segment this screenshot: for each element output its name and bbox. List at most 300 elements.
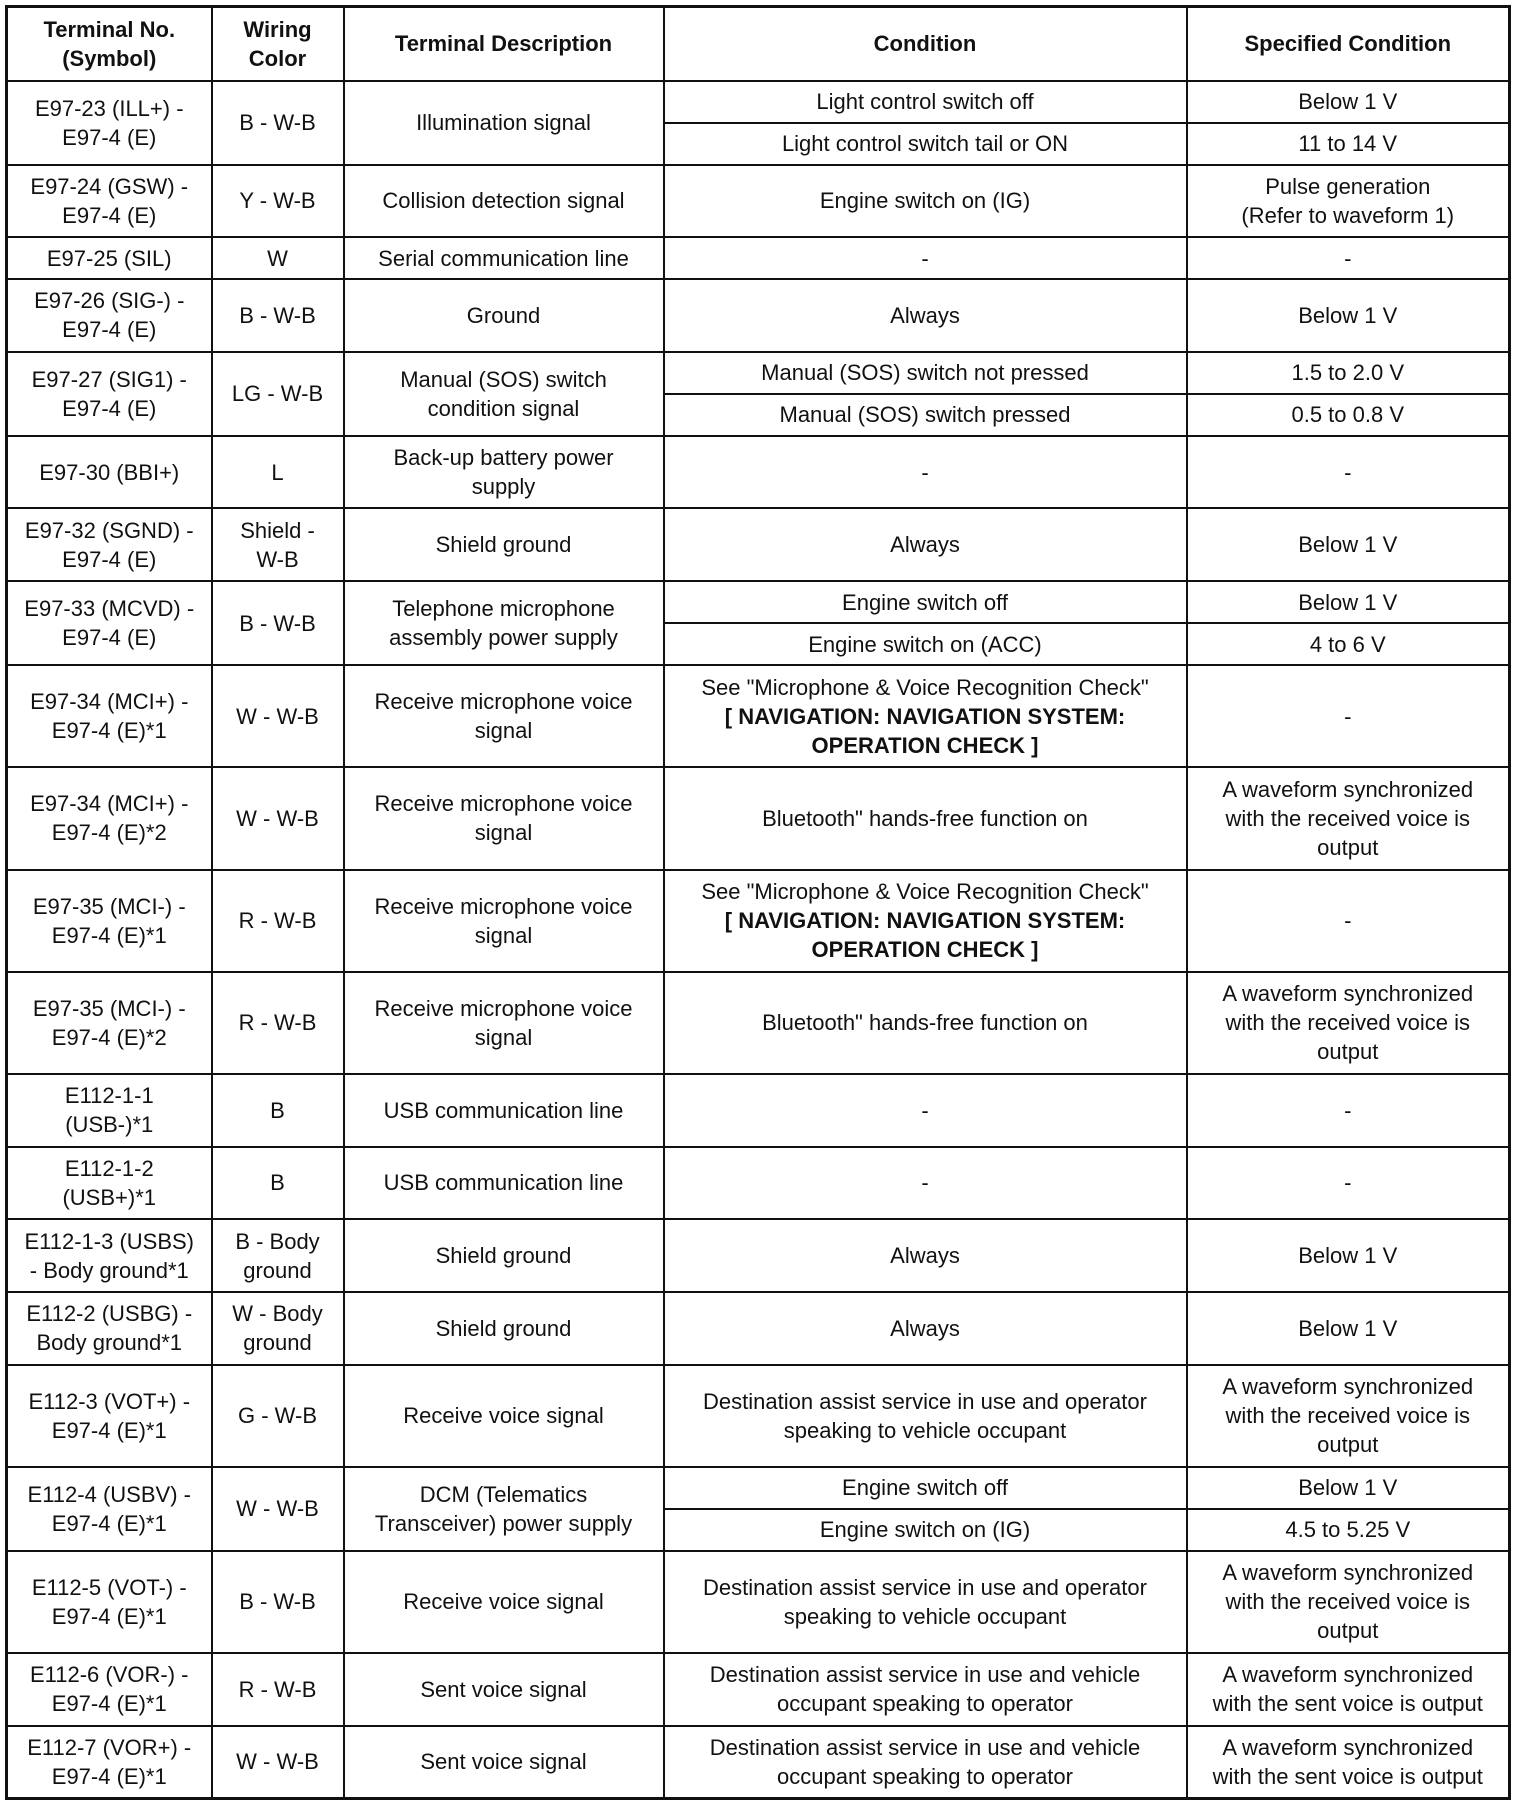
terminal-line: E112-3 (VOT+) - — [28, 1388, 191, 1414]
specified-line: Below 1 V — [1298, 302, 1398, 328]
terminal-line: E97-23 (ILL+) - — [34, 95, 184, 121]
wiring-line: W - W-B — [236, 703, 319, 729]
table-row — [7, 1551, 1510, 1653]
terminal-line: E97-32 (SGND) - — [24, 517, 194, 543]
terminal-cell — [7, 508, 212, 581]
condition-cell — [664, 581, 1187, 623]
terminal-line: E112-4 (USBV) - — [27, 1481, 191, 1507]
navigation-reference-line: OPERATION CHECK ] — [811, 732, 1039, 758]
specified-line: Below 1 V — [1298, 1315, 1398, 1341]
specified-line: 11 to 14 V — [1298, 131, 1398, 156]
header-description: Terminal Description — [344, 7, 664, 81]
table-row — [7, 972, 1510, 1074]
wiring-color-cell — [212, 1074, 344, 1147]
condition-line: Light control switch tail or ON — [781, 131, 1069, 156]
specified-line: output — [1317, 834, 1379, 860]
description-line: signal — [474, 922, 533, 948]
wiring-line: W-B — [256, 546, 299, 572]
specified-condition-cell — [1187, 1467, 1510, 1509]
specified-line: with the received voice is — [1225, 1589, 1471, 1615]
wiring-line: Y - W-B — [239, 188, 316, 214]
specified-line: 4.5 to 5.25 V — [1285, 1517, 1411, 1543]
specified-condition-cell — [1187, 508, 1510, 581]
terminal-line: E97-4 (E)*1 — [51, 1763, 167, 1789]
terminal-line: E97-24 (GSW) - — [30, 173, 189, 199]
terminal-line: E97-4 (E)*1 — [51, 1417, 167, 1443]
condition-cell — [664, 972, 1187, 1074]
description-cell — [344, 767, 664, 869]
specified-condition-cell — [1187, 972, 1510, 1074]
table-row — [7, 508, 1510, 581]
description-line: Manual (SOS) switch — [400, 366, 607, 392]
terminal-cell — [7, 767, 212, 869]
condition-line: See "Microphone & Voice Recognition Check" — [701, 879, 1149, 905]
wiring-line: B - Body — [235, 1228, 320, 1254]
condition-line: - — [921, 1170, 929, 1196]
terminal-line: E97-4 (E) — [62, 546, 157, 572]
description-cell — [344, 1467, 664, 1551]
specified-line: 1.5 to 2.0 V — [1291, 360, 1405, 386]
condition-line: Always — [890, 302, 960, 328]
description-cell — [344, 1653, 664, 1726]
specified-line: A waveform synchronized — [1222, 1560, 1474, 1586]
terminal-line: E97-4 (E)*2 — [51, 1024, 167, 1050]
specified-line: output — [1317, 1618, 1379, 1644]
description-line: Back-up battery power — [393, 445, 614, 471]
specified-condition-cell — [1187, 665, 1510, 767]
description-line: Telephone microphone — [392, 596, 615, 622]
table-row — [7, 165, 1510, 238]
specified-line: output — [1317, 1039, 1379, 1065]
specified-line: A waveform synchronized — [1222, 1662, 1474, 1688]
condition-line: See "Microphone & Voice Recognition Check" — [701, 674, 1149, 700]
wiring-line: L — [271, 459, 284, 485]
header-terminal — [7, 7, 212, 81]
description-line: Sent voice signal — [420, 1676, 587, 1702]
description-line: signal — [474, 718, 533, 744]
wiring-color-cell — [212, 279, 344, 352]
terminal-line: E112-1-1 — [64, 1083, 154, 1109]
terminal-line: E112-1-2 — [64, 1155, 154, 1181]
condition-line: Destination assist service in use and operator — [703, 1388, 1147, 1414]
wiring-line: B - W-B — [239, 302, 316, 328]
condition-cell — [664, 1551, 1187, 1653]
specified-line: 4 to 6 V — [1309, 631, 1386, 657]
description-line: signal — [474, 1024, 533, 1050]
condition-line: speaking to vehicle occupant — [783, 1417, 1067, 1443]
terminal-line: - Body ground*1 — [29, 1257, 189, 1283]
specified-line: A waveform synchronized — [1222, 1374, 1474, 1400]
description-line: Receive microphone voice — [374, 791, 633, 817]
description-cell — [344, 665, 664, 767]
description-line: supply — [471, 474, 536, 500]
wiring-line: B - W-B — [239, 1589, 316, 1615]
wiring-color-cell — [212, 1365, 344, 1467]
description-cell — [344, 870, 664, 972]
description-cell — [344, 279, 664, 352]
terminal-line: E97-35 (MCI-) - — [32, 893, 186, 919]
condition-cell — [664, 665, 1187, 767]
specified-condition-cell — [1187, 394, 1510, 436]
terminal-cell — [7, 1653, 212, 1726]
table-row — [7, 1365, 1510, 1467]
wiring-color-cell — [212, 972, 344, 1074]
specified-condition-cell — [1187, 81, 1510, 123]
specified-condition-cell — [1187, 1074, 1510, 1147]
description-cell — [344, 237, 664, 279]
table-row — [7, 1467, 1510, 1509]
terminal-line: E97-35 (MCI-) - — [32, 995, 186, 1021]
specified-line: (Refer to waveform 1) — [1241, 202, 1455, 228]
table-row — [7, 870, 1510, 972]
description-line: Shield ground — [435, 532, 572, 558]
terminal-line: E112-7 (VOR+) - — [27, 1734, 192, 1760]
terminal-line: E112-5 (VOT-) - — [31, 1574, 187, 1600]
specified-line: A waveform synchronized — [1222, 981, 1474, 1007]
terminal-line: E97-30 (BBI+) — [39, 459, 180, 485]
terminal-cell — [7, 665, 212, 767]
wiring-color-cell — [212, 665, 344, 767]
terminal-cell — [7, 237, 212, 279]
description-line: Receive voice signal — [403, 1403, 604, 1429]
terminal-cell — [7, 81, 212, 165]
navigation-reference-line: [ NAVIGATION: NAVIGATION SYSTEM: — [724, 908, 1126, 934]
terminal-cell — [7, 165, 212, 238]
specified-condition-cell — [1187, 237, 1510, 279]
terminal-line: (USB-)*1 — [65, 1112, 154, 1138]
condition-cell — [664, 623, 1187, 665]
terminal-line: E97-4 (E) — [62, 317, 157, 343]
terminal-line: E97-33 (MCVD) - — [24, 596, 195, 622]
terminal-cell — [7, 1074, 212, 1147]
specified-condition-cell — [1187, 165, 1510, 238]
condition-cell — [664, 1292, 1187, 1365]
table-row — [7, 665, 1510, 767]
specified-line: - — [1344, 703, 1352, 729]
terminal-line: E97-34 (MCI+) - — [30, 791, 189, 817]
condition-cell — [664, 1726, 1187, 1799]
description-line: Illumination signal — [416, 110, 591, 135]
description-cell — [344, 1292, 664, 1365]
terminal-line: E97-4 (E) — [62, 202, 157, 228]
description-cell — [344, 81, 664, 165]
specified-condition-cell — [1187, 870, 1510, 972]
specified-condition-cell — [1187, 1219, 1510, 1292]
description-cell — [344, 1147, 664, 1220]
condition-line: Engine switch off — [842, 1475, 1008, 1501]
table-row — [7, 81, 1510, 123]
description-line: Sent voice signal — [420, 1749, 587, 1775]
description-line: USB communication line — [383, 1097, 624, 1123]
specified-line: output — [1317, 1432, 1379, 1458]
terminal-line: E97-25 (SIL) — [46, 245, 172, 271]
wiring-color-cell — [212, 1726, 344, 1799]
description-line: Receive microphone voice — [374, 689, 633, 715]
header-row — [7, 7, 1510, 81]
condition-cell — [664, 436, 1187, 509]
wiring-color-cell — [212, 1147, 344, 1220]
description-cell — [344, 1219, 664, 1292]
condition-line: Always — [890, 1315, 960, 1341]
wiring-line: R - W-B — [238, 908, 317, 934]
condition-line: Engine switch on (ACC) — [808, 631, 1042, 657]
description-line: Shield ground — [435, 1243, 572, 1269]
wiring-line: Shield - — [240, 517, 315, 543]
terminal-line: E97-4 (E)*1 — [51, 1603, 167, 1629]
specified-line: with the received voice is — [1225, 1010, 1471, 1036]
wiring-line: LG - W-B — [231, 381, 324, 407]
condition-cell — [664, 237, 1187, 279]
terminal-line: E97-34 (MCI+) - — [30, 689, 189, 715]
wiring-color-cell — [212, 436, 344, 509]
wiring-color-cell — [212, 767, 344, 869]
wiring-color-cell — [212, 581, 344, 665]
description-line: Serial communication line — [378, 245, 629, 271]
wiring-color-cell — [212, 352, 344, 436]
condition-line: Destination assist service in use and vehicle — [709, 1734, 1141, 1760]
terminal-line: E97-4 (E)*1 — [51, 718, 167, 744]
condition-cell — [664, 279, 1187, 352]
wiring-color-cell — [212, 165, 344, 238]
specified-line: - — [1344, 1097, 1352, 1123]
description-line: Receive voice signal — [403, 1589, 604, 1615]
specified-line: - — [1344, 908, 1352, 934]
description-line: Collision detection signal — [382, 188, 625, 214]
wiring-line: ground — [243, 1257, 312, 1283]
terminal-cell — [7, 581, 212, 665]
wiring-line: W - W-B — [236, 1496, 319, 1522]
wiring-color-cell — [212, 237, 344, 279]
specified-line: A waveform synchronized — [1222, 776, 1474, 802]
description-line: Shield ground — [435, 1315, 572, 1341]
condition-line: speaking to vehicle occupant — [783, 1603, 1067, 1629]
specified-line: with the sent voice is output — [1212, 1691, 1483, 1717]
terminal-line: E97-4 (E)*1 — [51, 922, 167, 948]
specified-condition-cell — [1187, 581, 1510, 623]
specified-line: with the received voice is — [1225, 1403, 1471, 1429]
header-terminal-line: (Symbol) — [62, 45, 157, 71]
description-cell — [344, 1365, 664, 1467]
table-row — [7, 1726, 1510, 1799]
header-condition: Condition — [664, 7, 1187, 81]
wiring-line: W - W-B — [236, 805, 319, 831]
header-specified: Specified Condition — [1187, 7, 1510, 81]
table-row — [7, 1074, 1510, 1147]
condition-cell — [664, 767, 1187, 869]
table-row — [7, 581, 1510, 623]
description-cell — [344, 508, 664, 581]
table-row — [7, 1147, 1510, 1220]
wiring-color-cell — [212, 1653, 344, 1726]
specified-line: with the sent voice is output — [1212, 1763, 1483, 1789]
terminal-cell — [7, 352, 212, 436]
condition-line: Engine switch off — [842, 589, 1008, 615]
terminal-cell — [7, 972, 212, 1074]
description-cell — [344, 1551, 664, 1653]
condition-line: Always — [890, 532, 960, 558]
terminal-cell — [7, 870, 212, 972]
condition-cell — [664, 1365, 1187, 1467]
terminal-line: E97-27 (SIG1) - — [31, 366, 187, 392]
condition-line: Light control switch off — [816, 89, 1034, 114]
description-cell — [344, 1726, 664, 1799]
table-row — [7, 237, 1510, 279]
table-row — [7, 1653, 1510, 1726]
description-line: DCM (Telematics — [419, 1481, 588, 1507]
wiring-line: R - W-B — [238, 1676, 317, 1702]
terminal-line: E97-4 (E)*1 — [51, 1510, 167, 1536]
specified-condition-cell — [1187, 1653, 1510, 1726]
terminal-line: (USB+)*1 — [62, 1184, 157, 1210]
terminal-line: E112-2 (USBG) - — [26, 1301, 193, 1327]
condition-line: Bluetooth" hands-free function on — [762, 1010, 1088, 1036]
description-line: USB communication line — [383, 1170, 624, 1196]
specified-line: with the received voice is — [1225, 805, 1471, 831]
specified-line: Below 1 V — [1298, 589, 1398, 615]
condition-line: Always — [890, 1243, 960, 1269]
terminal-cell — [7, 1726, 212, 1799]
specified-line: - — [1344, 245, 1352, 271]
wiring-line: W — [267, 245, 288, 271]
specified-condition-cell — [1187, 123, 1510, 165]
specified-condition-cell — [1187, 352, 1510, 394]
table-row — [7, 279, 1510, 352]
condition-line: Destination assist service in use and vehicle — [709, 1662, 1141, 1688]
description-line: Ground — [466, 302, 541, 328]
specified-condition-cell — [1187, 767, 1510, 869]
terminal-cell — [7, 1551, 212, 1653]
condition-cell — [664, 352, 1187, 394]
wiring-color-cell — [212, 870, 344, 972]
specified-condition-cell — [1187, 1365, 1510, 1467]
header-wiring-line: Wiring — [243, 16, 312, 42]
header-terminal-line: Terminal No. — [43, 16, 176, 42]
specified-line: 0.5 to 0.8 V — [1291, 402, 1405, 428]
description-cell — [344, 1074, 664, 1147]
condition-line: occupant speaking to operator — [777, 1763, 1073, 1789]
terminal-line: E97-4 (E)*1 — [51, 1691, 167, 1717]
description-line: assembly power supply — [389, 625, 618, 651]
specified-condition-cell — [1187, 1292, 1510, 1365]
description-line: condition signal — [427, 395, 580, 421]
condition-line: Destination assist service in use and operator — [703, 1574, 1147, 1600]
condition-cell — [664, 1074, 1187, 1147]
description-cell — [344, 436, 664, 509]
condition-cell — [664, 1219, 1187, 1292]
wiring-line: W - W-B — [236, 1749, 319, 1775]
specified-line: Below 1 V — [1298, 89, 1398, 114]
condition-cell — [664, 165, 1187, 238]
terminal-line: E112-6 (VOR-) - — [29, 1662, 189, 1688]
terminal-line: E97-4 (E) — [62, 625, 157, 651]
specified-condition-cell — [1187, 279, 1510, 352]
terminal-cell — [7, 436, 212, 509]
condition-line: Manual (SOS) switch not pressed — [761, 360, 1089, 386]
description-line: Receive microphone voice — [374, 995, 633, 1021]
description-line: Transceiver) power supply — [374, 1510, 633, 1536]
wiring-color-cell — [212, 508, 344, 581]
wiring-color-cell — [212, 81, 344, 165]
specified-condition-cell — [1187, 1147, 1510, 1220]
table-row — [7, 436, 1510, 509]
description-cell — [344, 165, 664, 238]
header-wiring-line: Color — [248, 45, 307, 71]
terminal-cell — [7, 1147, 212, 1220]
wiring-line: B — [270, 1097, 285, 1123]
wiring-line: B - W-B — [239, 110, 316, 135]
table-row — [7, 1292, 1510, 1365]
wiring-color-cell — [212, 1551, 344, 1653]
specified-line: A waveform synchronized — [1222, 1734, 1474, 1760]
specified-line: - — [1344, 1170, 1352, 1196]
header-wiring — [212, 7, 344, 81]
terminal-spec-table — [5, 5, 1511, 1800]
specified-line: Below 1 V — [1298, 1475, 1398, 1501]
condition-cell — [664, 1467, 1187, 1509]
terminal-line: Body ground*1 — [36, 1330, 183, 1356]
specified-line: Below 1 V — [1298, 532, 1398, 558]
condition-line: - — [921, 459, 929, 485]
condition-line: Manual (SOS) switch pressed — [779, 402, 1071, 428]
specified-line: Pulse generation — [1265, 173, 1431, 199]
condition-cell — [664, 1653, 1187, 1726]
condition-cell — [664, 81, 1187, 123]
terminal-line: E97-4 (E)*2 — [51, 820, 167, 846]
condition-cell — [664, 508, 1187, 581]
table-row — [7, 767, 1510, 869]
specified-condition-cell — [1187, 1509, 1510, 1551]
wiring-line: ground — [243, 1330, 312, 1356]
navigation-reference-line: [ NAVIGATION: NAVIGATION SYSTEM: — [724, 703, 1126, 729]
condition-cell — [664, 123, 1187, 165]
specified-condition-cell — [1187, 623, 1510, 665]
condition-line: Engine switch on (IG) — [819, 1517, 1031, 1543]
table-body — [7, 81, 1510, 1799]
description-line: signal — [474, 820, 533, 846]
condition-line: Bluetooth" hands-free function on — [762, 805, 1088, 831]
wiring-line: R - W-B — [238, 1010, 317, 1036]
wiring-line: G - W-B — [237, 1403, 318, 1429]
wiring-color-cell — [212, 1292, 344, 1365]
terminal-line: E97-4 (E) — [62, 124, 157, 150]
terminal-line: E97-4 (E) — [62, 395, 157, 421]
wiring-color-cell — [212, 1467, 344, 1551]
specified-condition-cell — [1187, 1551, 1510, 1653]
wiring-line: B - W-B — [239, 610, 316, 636]
terminal-cell — [7, 1292, 212, 1365]
condition-cell — [664, 394, 1187, 436]
navigation-reference-line: OPERATION CHECK ] — [811, 937, 1039, 963]
wiring-color-cell — [212, 1219, 344, 1292]
description-cell — [344, 972, 664, 1074]
condition-line: Engine switch on (IG) — [819, 188, 1031, 214]
specified-condition-cell — [1187, 1726, 1510, 1799]
terminal-cell — [7, 1467, 212, 1551]
condition-line: - — [921, 1097, 929, 1123]
specified-line: Below 1 V — [1298, 1243, 1398, 1269]
wiring-line: W - Body — [232, 1301, 323, 1327]
specified-condition-cell — [1187, 436, 1510, 509]
specified-line: - — [1344, 459, 1352, 485]
wiring-line: B — [270, 1170, 285, 1196]
description-cell — [344, 581, 664, 665]
description-line: Receive microphone voice — [374, 893, 633, 919]
table-row — [7, 352, 1510, 394]
description-cell — [344, 352, 664, 436]
condition-cell — [664, 870, 1187, 972]
terminal-cell — [7, 279, 212, 352]
condition-cell — [664, 1147, 1187, 1220]
